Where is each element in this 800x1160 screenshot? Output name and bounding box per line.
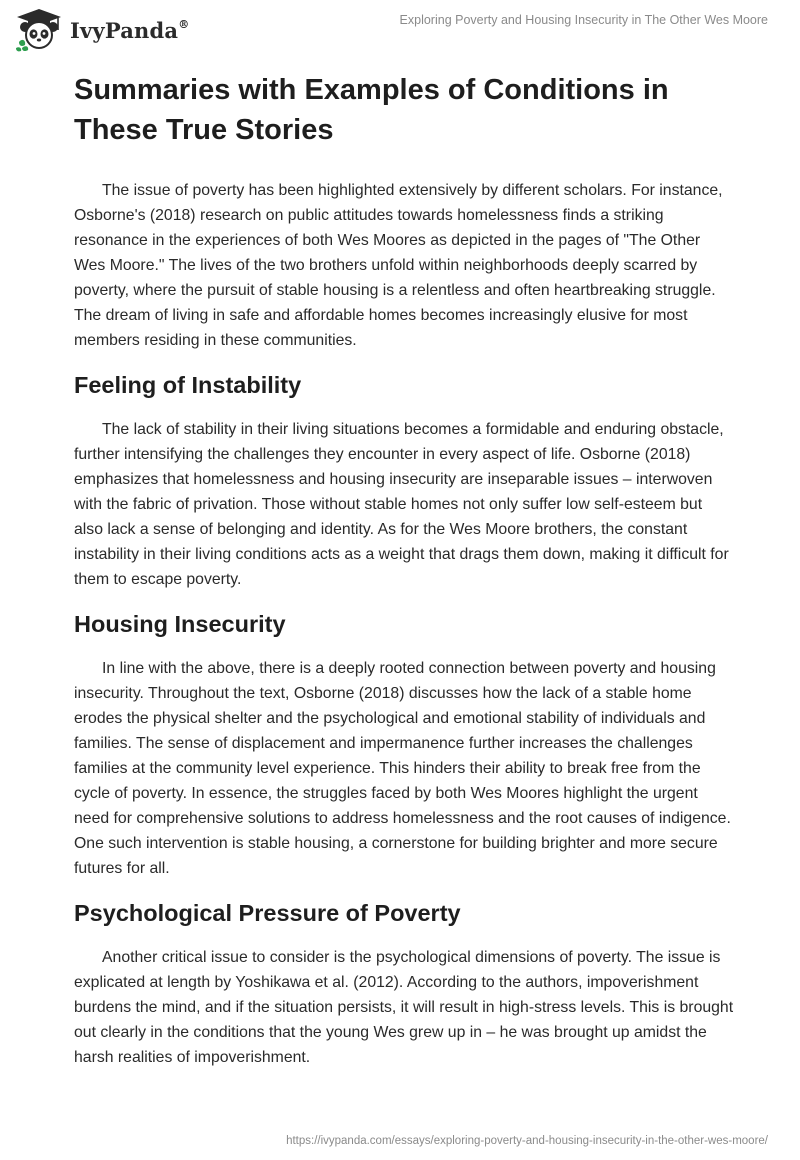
section-paragraph-housing-insecurity: In line with the above, there is a deeply rooted connection between poverty and housing insecurity. Throughout the text, Osborne (2018) discusses how the lack of a stable home erodes the physical shelter and the psychological and emotional stability of individuals and families. The sense of displacement and impermanence further increases the challenges families at the community level experience. This hinders their ability to break free from the cycle of poverty. In essence, the struggles faced by both Wes Moores highlight the urgent need for comprehensive solutions to address homelessness and the root causes of indigence. One such intervention is stable housing, a cornerstone for building brighter and more secure futures for all. <box>74 660 731 877</box>
panda-graduate-icon <box>14 8 64 52</box>
document-title: Exploring Poverty and Housing Insecurity in The Other Wes Moore <box>399 13 768 27</box>
footer-url[interactable]: https://ivypanda.com/essays/exploring-poverty-and-housing-insecurity-in-the-other-wes-moore/ <box>286 1135 768 1147</box>
ivypanda-logo[interactable] <box>14 8 189 52</box>
section-heading-housing-insecurity: Housing Insecurity <box>74 611 286 637</box>
section-paragraph-psychological-pressure: Another critical issue to consider is the psychological dimensions of poverty. The issue is explicated at length by Yoshikawa et al. (2012). According to the authors, impoverishment burdens the mind, and if the situation persists, it will result in high-stress levels. This is brought out clearly in the conditions that the young Wes grew up in – he was brought up amidst the harsh realities of impoverishment. <box>74 949 734 1066</box>
intro-paragraph: The issue of poverty has been highlighted extensively by different scholars. For instance, Osborne's (2018) research on public attitudes towards homelessness finds a striking resonance in the experiences of both Wes Moores as depicted in the pages of "The Other Wes Moore." The lives of the two brothers unfold within neighborhoods deeply scarred by poverty, where the pursuit of stable housing is a relentless and often heartbreaking struggle. The dream of living in safe and affordable homes becomes increasingly elusive for most members residing in these communities. <box>74 182 723 349</box>
logo-text: IvyPanda® <box>70 17 190 43</box>
page-header <box>0 0 800 60</box>
section-heading-psychological-pressure: Psychological Pressure of Poverty <box>74 900 461 926</box>
section-heading-instability: Feeling of Instability <box>74 372 302 398</box>
article-body <box>74 70 734 1070</box>
article-title: Summaries with Examples of Conditions in These True Stories <box>74 74 669 146</box>
section-paragraph-instability: The lack of stability in their living situations becomes a formidable and enduring obstacle, further intensifying the challenges they encounter in every aspect of life. Osborne (2018) emphasizes that homelessness and housing insecurity are inseparable issues – interwoven with the fabric of privation. Those without stable homes not only suffer low self-esteem but also lack a sense of belonging and identity. As for the Wes Moore brothers, the constant instability in their living conditions acts as a weight that drags them down, making it difficult for them to escape poverty. <box>74 421 729 588</box>
